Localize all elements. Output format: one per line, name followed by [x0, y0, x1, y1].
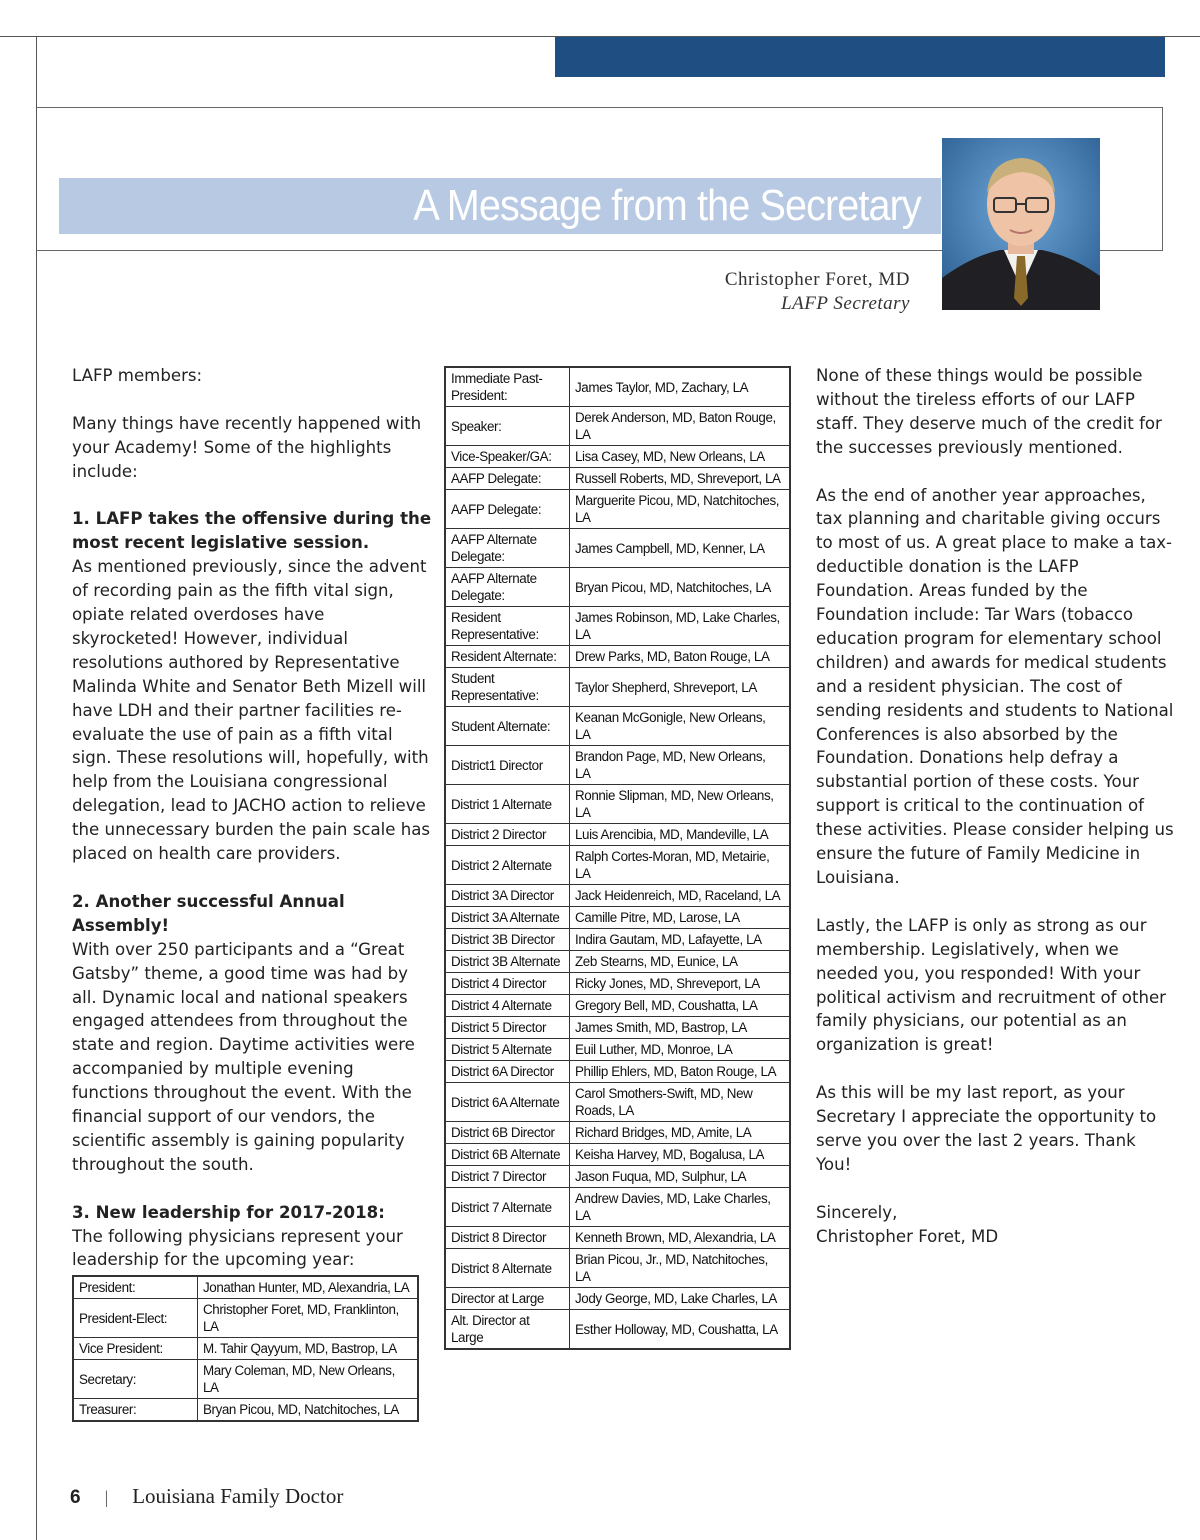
officers-row: [73, 1299, 418, 1338]
staff-paragraph: None of these things would be possible without the tireless efforts of our LAFP staff. They deserve much of the credit for the successes previously mentioned.: [816, 366, 1162, 457]
board-role-cell: District 3A Alternate: [445, 907, 570, 929]
page-footer: [70, 1484, 343, 1509]
board-row: [445, 1166, 790, 1188]
board-name-cell: Euil Luther, MD, Monroe, LA: [570, 1039, 791, 1061]
board-name-cell: Richard Bridges, MD, Amite, LA: [570, 1122, 791, 1144]
board-name-cell: Ronnie Slipman, MD, New Orleans, LA: [570, 785, 791, 824]
signature-text: Christopher Foret, MD: [816, 1226, 999, 1246]
board-row: [445, 1083, 790, 1122]
board-row: [445, 668, 790, 707]
board-row: [445, 1122, 790, 1144]
board-name-cell: Ralph Cortes-Moran, MD, Metairie, LA: [570, 846, 791, 885]
board-role-cell: Student Representative:: [445, 668, 570, 707]
board-row: [445, 468, 790, 490]
board-row: [445, 607, 790, 646]
officers-name-cell: Jonathan Hunter, MD, Alexandria, LA: [198, 1276, 419, 1299]
board-row: [445, 1288, 790, 1310]
board-row: [445, 1227, 790, 1249]
board-row: [445, 995, 790, 1017]
board-row: [445, 446, 790, 468]
officers-role-cell: Secretary:: [73, 1360, 198, 1399]
board-role-cell: District 4 Director: [445, 973, 570, 995]
section-1-body: As mentioned previously, since the advent of recording pain as the fifth vital sign, opiate related overdoses have skyrocketed! However, individual resolutions authored by Representative Malinda White and Senator Beth Mizell will have LDH and their partner facilities re-evaluate the use of pain as a fifth vital sign. These resolutions will, hopefully, with help from the Louisiana congressional delegation, lead to JACHO action to relieve the unnecessary burden the pain scale has placed on health care providers.: [72, 557, 431, 864]
left-rule: [36, 36, 37, 1540]
board-name-cell: Bryan Picou, MD, Natchitoches, LA: [570, 568, 791, 607]
page-title: A Message from the Secretary: [413, 181, 921, 230]
board-row: [445, 907, 790, 929]
board-row: [445, 1188, 790, 1227]
officers-role-cell: Vice President:: [73, 1338, 198, 1360]
board-row: [445, 885, 790, 907]
board-name-cell: James Taylor, MD, Zachary, LA: [570, 367, 791, 407]
board-role-cell: District 5 Alternate: [445, 1039, 570, 1061]
board-role-cell: District 6A Director: [445, 1061, 570, 1083]
author-role: LAFP Secretary: [781, 293, 910, 314]
officers-row: [73, 1399, 418, 1422]
board-row: [445, 568, 790, 607]
board-role-cell: Director at Large: [445, 1288, 570, 1310]
board-role-cell: AAFP Delegate:: [445, 490, 570, 529]
board-row: [445, 785, 790, 824]
board-name-cell: Carol Smothers-Swift, MD, New Roads, LA: [570, 1083, 791, 1122]
board-role-cell: District1 Director: [445, 746, 570, 785]
board-role-cell: District 8 Director: [445, 1227, 570, 1249]
board-role-cell: District 7 Alternate: [445, 1188, 570, 1227]
board-table: [444, 366, 791, 1350]
board-row: [445, 490, 790, 529]
board-row: [445, 1310, 790, 1350]
board-role-cell: District 7 Director: [445, 1166, 570, 1188]
board-role-cell: District 3B Director: [445, 929, 570, 951]
header-accent-bar: [555, 37, 1165, 77]
section-1-heading: 1. LAFP takes the offensive during the most recent legislative session.: [72, 509, 432, 553]
board-name-cell: Camille Pitre, MD, Larose, LA: [570, 907, 791, 929]
board-name-cell: Ricky Jones, MD, Shreveport, LA: [570, 973, 791, 995]
author-name: Christopher Foret, MD: [724, 269, 910, 290]
board-role-cell: AAFP Delegate:: [445, 468, 570, 490]
publication-name: Louisiana Family Doctor: [132, 1484, 344, 1508]
board-role-cell: Student Alternate:: [445, 707, 570, 746]
board-role-cell: District 4 Alternate: [445, 995, 570, 1017]
board-row: [445, 1039, 790, 1061]
salutation: LAFP members:: [72, 366, 203, 385]
membership-paragraph: Lastly, the LAFP is only as strong as our membership. Legislatively, when we needed you, you responded! With your political activism and recruitment of other family physicians, our potential as an organization is great!: [816, 915, 1167, 1055]
board-name-cell: Jody George, MD, Lake Charles, LA: [570, 1288, 791, 1310]
board-name-cell: Taylor Shepherd, Shreveport, LA: [570, 668, 791, 707]
board-name-cell: James Smith, MD, Bastrop, LA: [570, 1017, 791, 1039]
officers-name-cell: Bryan Picou, MD, Natchitoches, LA: [198, 1399, 419, 1422]
board-name-cell: Brian Picou, Jr., MD, Natchitoches, LA: [570, 1249, 791, 1288]
board-row: [445, 1249, 790, 1288]
board-name-cell: Derek Anderson, MD, Baton Rouge, LA: [570, 407, 791, 446]
board-row: [445, 646, 790, 668]
board-role-cell: District 1 Alternate: [445, 785, 570, 824]
author-byline: [725, 268, 910, 316]
board-name-cell: Zeb Stearns, MD, Eunice, LA: [570, 951, 791, 973]
board-role-cell: AAFP Alternate Delegate:: [445, 529, 570, 568]
officers-role-cell: President-Elect:: [73, 1299, 198, 1338]
section-3: [72, 1201, 432, 1273]
board-name-cell: Keanan McGonigle, New Orleans, LA: [570, 707, 791, 746]
board-name-cell: Jack Heidenreich, MD, Raceland, LA: [570, 885, 791, 907]
officers-name-cell: M. Tahir Qayyum, MD, Bastrop, LA: [198, 1338, 419, 1360]
board-name-cell: James Campbell, MD, Kenner, LA: [570, 529, 791, 568]
page-number: 6: [70, 1487, 81, 1508]
board-role-cell: Immediate Past-President:: [445, 367, 570, 407]
board-role-cell: Alt. Director at Large: [445, 1310, 570, 1350]
officers-name-cell: Mary Coleman, MD, New Orleans, LA: [198, 1360, 419, 1399]
section-3-heading: 3. New leadership for 2017-2018:: [72, 1202, 385, 1222]
section-2-heading: 2. Another successful Annual Assembly!: [72, 891, 345, 935]
board-name-cell: Drew Parks, MD, Baton Rouge, LA: [570, 646, 791, 668]
author-photo: [942, 138, 1100, 310]
board-row: [445, 529, 790, 568]
board-row: [445, 367, 790, 407]
board-role-cell: District 3B Alternate: [445, 951, 570, 973]
board-name-cell: Indira Gautam, MD, Lafayette, LA: [570, 929, 791, 951]
board-name-cell: Keisha Harvey, MD, Bogalusa, LA: [570, 1144, 791, 1166]
section-2-body: With over 250 participants and a “Great Gatsby” theme, a good time was had by all. Dynamic local and national speakers engaged attendees from throughout the state and region. Daytime activities were accompanied by multiple evening functions throughout the event. With the financial support of our vendors, the scientific assembly is gaining popularity throughout the south.: [72, 939, 415, 1174]
officers-row: [73, 1360, 418, 1399]
board-row: [445, 824, 790, 846]
footer-separator: |: [104, 1487, 109, 1507]
closing-text: Sincerely,: [816, 1202, 898, 1222]
board-row: [445, 707, 790, 746]
section-1: [72, 507, 432, 866]
farewell-paragraph: As this will be my last report, as your Secretary I appreciate the opportunity to serve you over the last 2 years. Thank You!: [816, 1083, 1157, 1174]
board-name-cell: Andrew Davies, MD, Lake Charles, LA: [570, 1188, 791, 1227]
board-name-cell: Brandon Page, MD, New Orleans, LA: [570, 746, 791, 785]
officers-row: [73, 1276, 418, 1299]
board-name-cell: Gregory Bell, MD, Coushatta, LA: [570, 995, 791, 1017]
board-role-cell: District 5 Director: [445, 1017, 570, 1039]
board-row: [445, 746, 790, 785]
board-name-cell: Luis Arencibia, MD, Mandeville, LA: [570, 824, 791, 846]
board-name-cell: Marguerite Picou, MD, Natchitoches, LA: [570, 490, 791, 529]
board-row: [445, 407, 790, 446]
board-role-cell: Speaker:: [445, 407, 570, 446]
board-role-cell: District 2 Alternate: [445, 846, 570, 885]
column-left: [72, 364, 432, 1296]
section-3-body: The following physicians represent your leadership for the upcoming year:: [72, 1226, 403, 1270]
board-role-cell: AAFP Alternate Delegate:: [445, 568, 570, 607]
board-name-cell: Kenneth Brown, MD, Alexandria, LA: [570, 1227, 791, 1249]
board-role-cell: District 6B Director: [445, 1122, 570, 1144]
board-name-cell: Jason Fuqua, MD, Sulphur, LA: [570, 1166, 791, 1188]
officers-table: [72, 1275, 419, 1422]
officers-row: [73, 1338, 418, 1360]
board-role-cell: District 3A Director: [445, 885, 570, 907]
section-2: [72, 890, 432, 1177]
board-role-cell: District 6B Alternate: [445, 1144, 570, 1166]
board-role-cell: Resident Alternate:: [445, 646, 570, 668]
board-role-cell: District 2 Director: [445, 824, 570, 846]
board-name-cell: Esther Holloway, MD, Coushatta, LA: [570, 1310, 791, 1350]
author-portrait-image: [942, 138, 1100, 310]
closing-block: [816, 1201, 1176, 1249]
board-role-cell: District 8 Alternate: [445, 1249, 570, 1288]
board-name-cell: Phillip Ehlers, MD, Baton Rouge, LA: [570, 1061, 791, 1083]
board-row: [445, 1017, 790, 1039]
board-row: [445, 1061, 790, 1083]
officers-role-cell: Treasurer:: [73, 1399, 198, 1422]
board-row: [445, 1144, 790, 1166]
intro-paragraph: Many things have recently happened with your Academy! Some of the highlights include:: [72, 413, 422, 481]
board-row: [445, 929, 790, 951]
title-band: [59, 178, 941, 234]
board-name-cell: Lisa Casey, MD, New Orleans, LA: [570, 446, 791, 468]
board-role-cell: Vice-Speaker/GA:: [445, 446, 570, 468]
column-right: [816, 364, 1176, 1272]
officers-role-cell: President:: [73, 1276, 198, 1299]
foundation-paragraph: As the end of another year approaches, tax planning and charitable giving occurs to most of us. A great place to make a tax-deductible donation is the LAFP Foundation. Areas funded by the Foundation include: Tar Wars (tobacco education program for elementary school children) and awards for medical students and a resident physician. The cost of sending residents and students to National Conferences is also absorbed by the Foundation. Donations help defray a substantial portion of these costs. Your support is critical to the continuation of these activities. Please consider helping us ensure the future of Family Medicine in Louisiana.: [816, 485, 1174, 888]
board-row: [445, 951, 790, 973]
board-name-cell: James Robinson, MD, Lake Charles, LA: [570, 607, 791, 646]
board-name-cell: Russell Roberts, MD, Shreveport, LA: [570, 468, 791, 490]
officers-name-cell: Christopher Foret, MD, Franklinton, LA: [198, 1299, 419, 1338]
board-row: [445, 846, 790, 885]
board-role-cell: Resident Representative:: [445, 607, 570, 646]
board-row: [445, 973, 790, 995]
board-role-cell: District 6A Alternate: [445, 1083, 570, 1122]
